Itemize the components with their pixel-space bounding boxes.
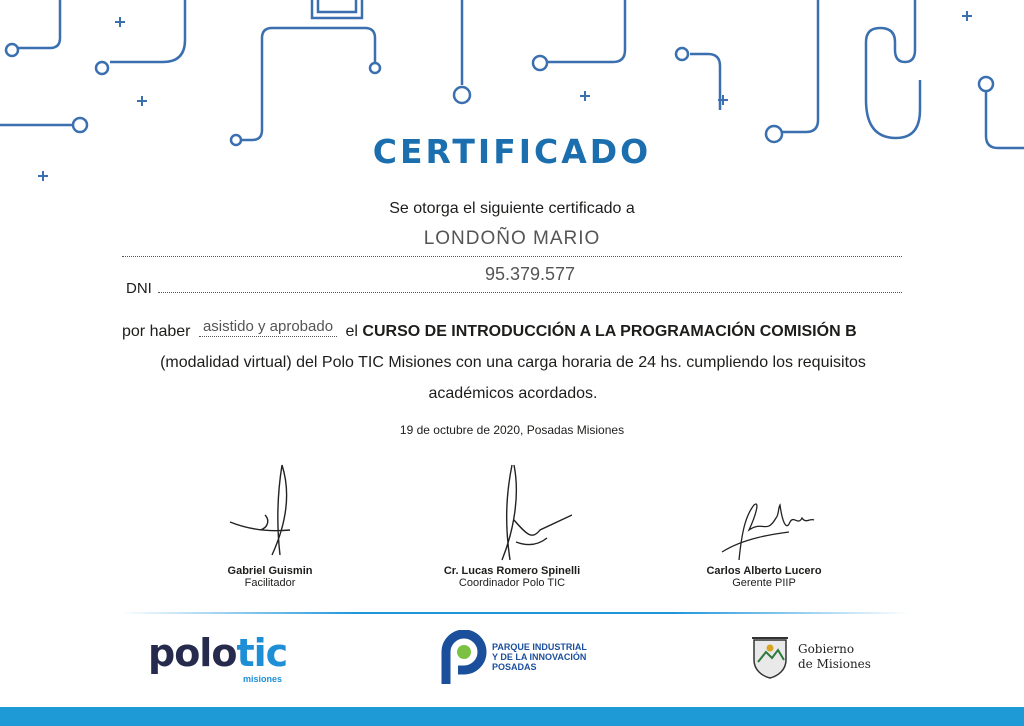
bottom-color-bar [0, 707, 1024, 726]
course-name: CURSO DE INTRODUCCIÓN A LA PROGRAMACIÓN COMISIÓN B [362, 323, 857, 340]
parque-p-icon [440, 630, 488, 686]
date-place: 19 de octubre de 2020, Posadas Misiones [399, 423, 625, 437]
por-haber-text: por haber [122, 323, 191, 340]
gobierno-misiones-logo [750, 632, 880, 682]
parque-line-1: PARQUE INDUSTRIAL [492, 642, 587, 652]
polotic-wordmark: polotic [148, 631, 288, 675]
gobierno-line-2: de Misiones [798, 657, 871, 671]
dni-value: 95.379.577 [158, 264, 902, 293]
signer-role: Gerente PIIP [732, 577, 796, 589]
body-line-1 [122, 316, 904, 347]
signature-block-coordinador [402, 460, 622, 589]
gobierno-line-1: Gobierno [798, 642, 855, 656]
handwritten-signature-icon [694, 460, 834, 565]
body-line-2: (modalidad virtual) del Polo TIC Misiones con una carga horaria de 24 hs. cumpliendo los requisitos [160, 354, 866, 371]
handwritten-signature-icon [210, 460, 330, 565]
el-text: el [345, 323, 358, 340]
signer-name: Carlos Alberto Lucero [706, 565, 822, 577]
parque-line-3: POSADAS [492, 662, 537, 672]
status-value: asistido y aprobado [199, 318, 337, 337]
intro-text: Se otorga el siguiente certificado a [389, 200, 635, 217]
certificate-title: CERTIFICADO [372, 132, 652, 171]
dni-label: DNI [126, 280, 152, 297]
parque-line-2: Y DE LA INNOVACIÓN [492, 652, 587, 662]
signer-name: Cr. Lucas Romero Spinelli [443, 565, 581, 577]
polotic-logo [148, 632, 298, 687]
signature-block-facilitador [160, 460, 380, 589]
parque-industrial-logo [440, 630, 620, 686]
signer-role: Coordinador Polo TIC [458, 577, 566, 589]
signature-block-gerente [654, 460, 874, 589]
recipient-name: LONDOÑO MARIO [122, 228, 902, 257]
certificate-body [122, 316, 904, 409]
signer-role: Facilitador [244, 577, 296, 589]
body-line-3: académicos acordados. [428, 385, 598, 402]
handwritten-signature-icon [452, 460, 572, 565]
polotic-subtitle: misiones [243, 674, 283, 684]
coat-of-arms-icon [750, 632, 790, 680]
signer-name: Gabriel Guismin [227, 565, 313, 577]
footer-divider [120, 612, 910, 614]
